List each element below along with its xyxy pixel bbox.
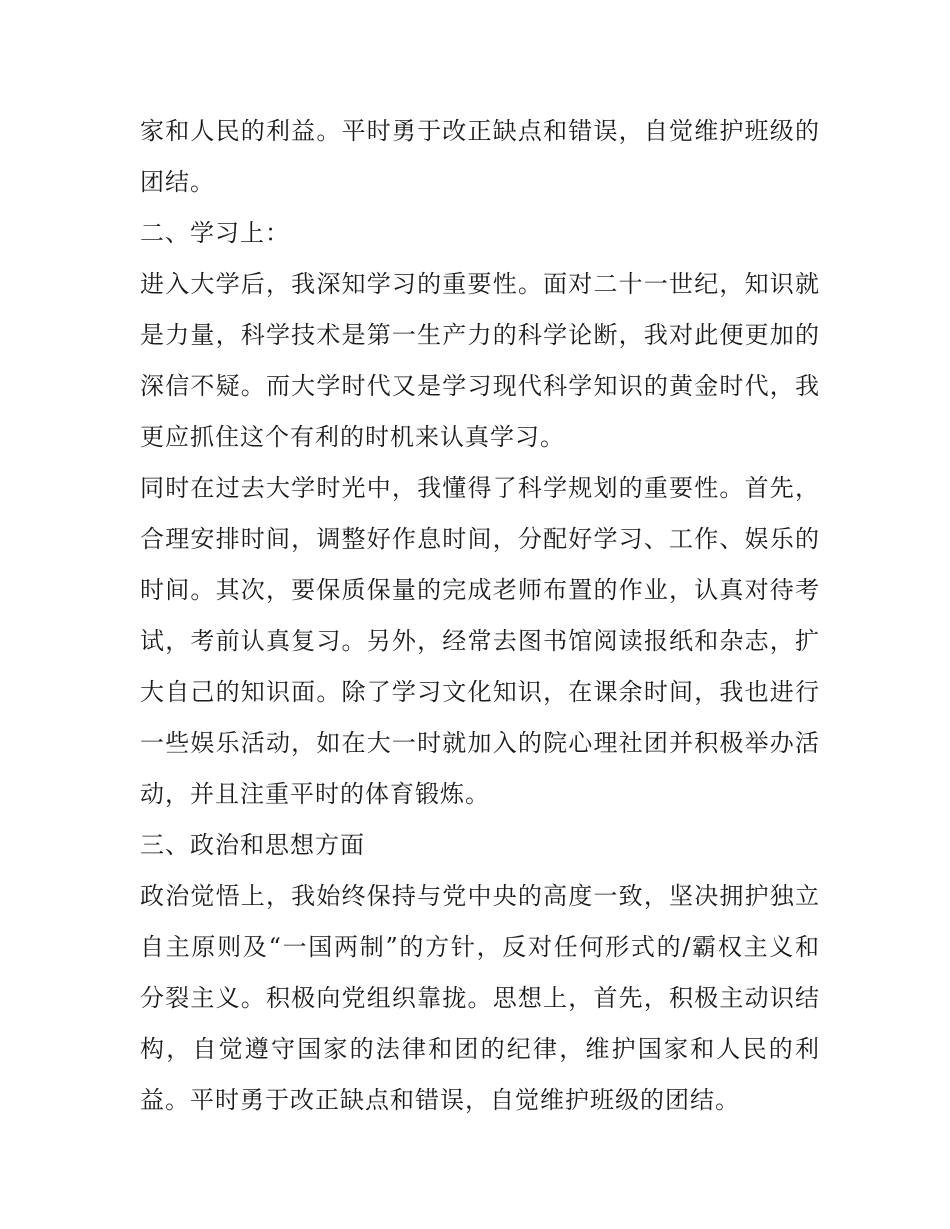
paragraph-study-importance: 进入大学后，我深知学习的重要性。面对二十一世纪，知识就是力量，科学技术是第一生产力的科学论断，我对此便更加的深信不疑。而大学时代又是学习现代科学知识的黄金时代，我更应抓住这个有利的时机来认真学习。 [140, 270, 820, 451]
section-heading-politics: 三、政治和思想方面 [140, 831, 365, 859]
paragraph-continuation: 家和人民的利益。平时勇于改正缺点和错误，自觉维护班级的团结。 [140, 117, 820, 196]
paragraph-study-planning: 同时在过去大学时光中，我懂得了科学规划的重要性。首先，合理安排时间，调整好作息时间，分配好学习、工作、娱乐的时间。其次，要保质保量的完成老师布置的作业，认真对待考试，考前认真复习。另外，经常去图书馆阅读报纸和杂志，扩大自己的知识面。除了学习文化知识，在课余时间，我也进行一些娱乐活动，如在大一时就加入的院心理社团并积极举办活动，并且注重平时的体育锻炼。 [140, 474, 820, 808]
document-body [140, 106, 820, 1126]
paragraph-politics: 政治觉悟上，我始终保持与党中央的高度一致，坚决拥护独立自主原则及“一国两制”的方针，反对任何形式的/霸权主义和分裂主义。积极向党组织靠拢。思想上，首先，积极主动识结构，自觉遵守国家的法律和团的纪律，维护国家和人民的利益。平时勇于改正缺点和错误，自觉维护班级的团结。 [140, 882, 820, 1114]
section-heading-study: 二、学习上： [140, 219, 290, 247]
